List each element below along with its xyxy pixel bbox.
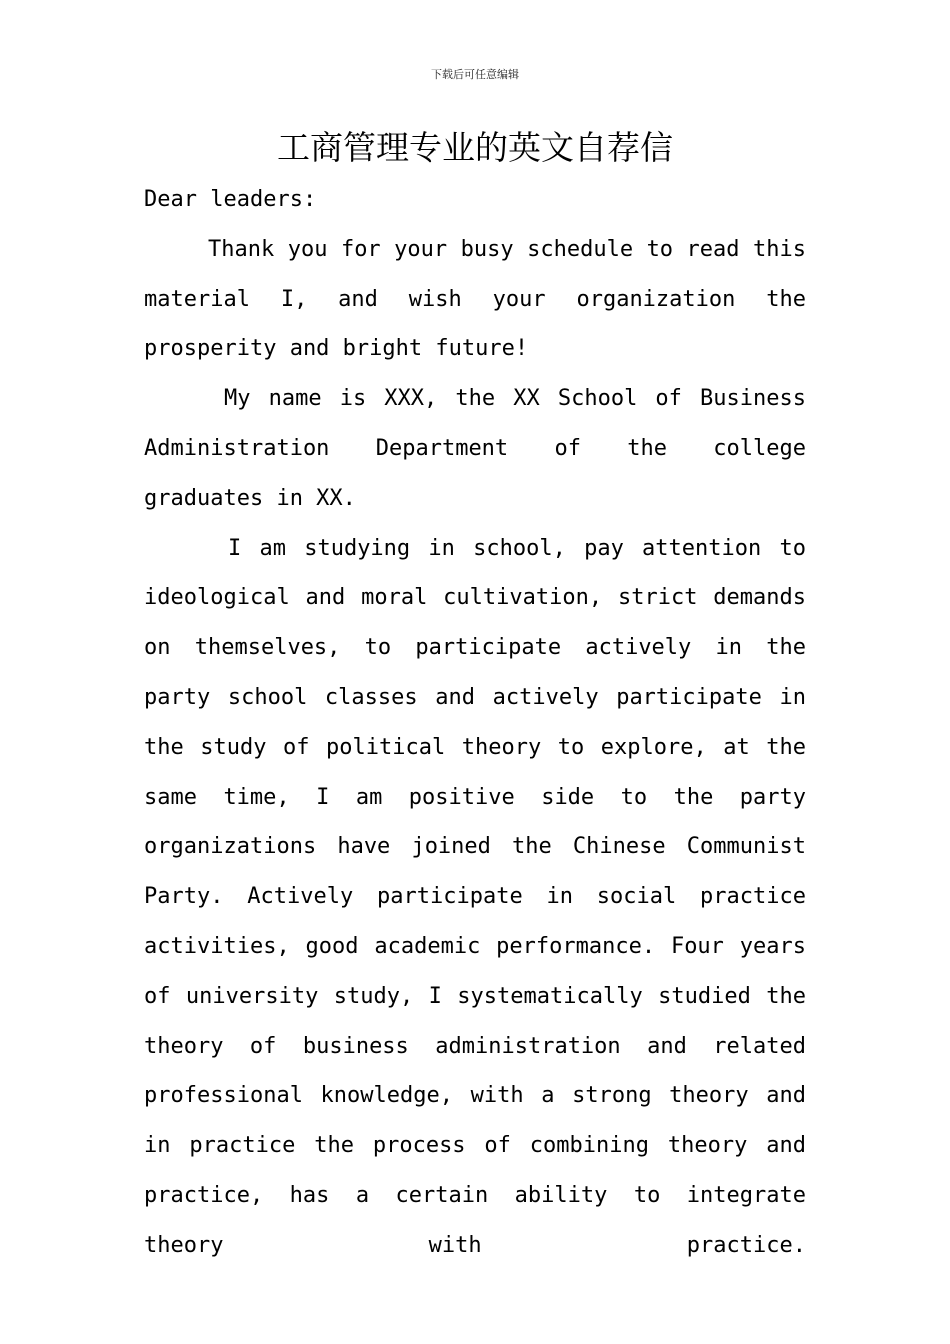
paragraph-1: Thank you for your busy schedule to read this material I, and wish your organization the prosperity and bright future! bbox=[144, 236, 806, 362]
paragraph-3: I am studying in school, pay attention to ideological and moral cultivation, strict demands on themselves, to participate actively in the party school classes and actively participate in the study of political theory to explore, at the same time, I am positive side to the party organizations have joined the Chinese Communist Party. Actively participate in social practice activities, good academic performance. Four years of university study, I systematically studied the theory of business administration and related professional knowledge, with a strong theory and in practice the process of combining theory and practice, has a certain ability to integrate theory with practice. bbox=[144, 535, 806, 1258]
document-title: 工商管理专业的英文自荐信 bbox=[277, 128, 673, 167]
header-note: 下载后可任意编辑 bbox=[431, 68, 519, 81]
document-body bbox=[144, 175, 806, 1271]
salutation: Dear leaders: bbox=[144, 187, 317, 212]
paragraph-2: My name is XXX, the XX School of Business Administration Department of the college graduates in XX. bbox=[144, 386, 806, 511]
